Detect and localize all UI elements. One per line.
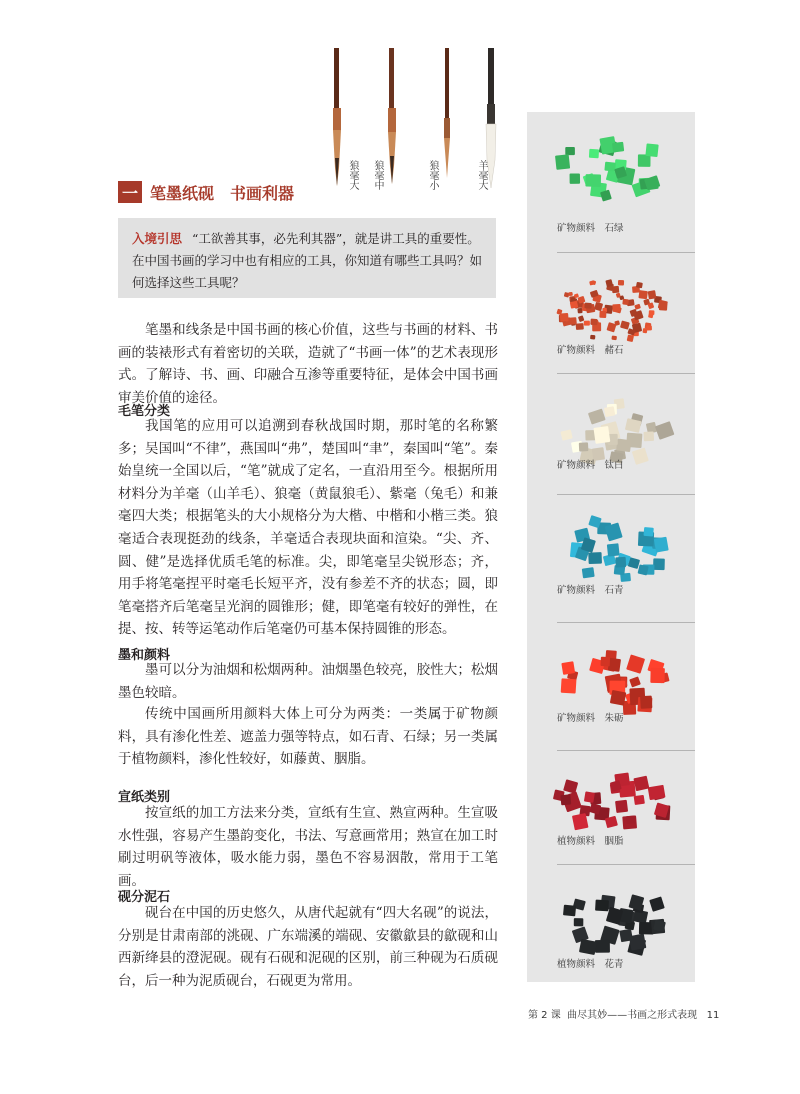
wolf-hair-brush-medium-image [385, 48, 399, 188]
pigment-image-zhuli [541, 640, 691, 720]
pigment-chunk [595, 940, 610, 953]
pigment-divider [557, 864, 695, 865]
pigment-chunk [579, 939, 597, 955]
wolf-hair-brush-small-image [440, 48, 454, 188]
pigment-chunk [645, 143, 658, 157]
pigment-divider [557, 622, 695, 623]
pigment-label: 矿物颜料 朱砺 [557, 713, 624, 724]
pigment-divider [557, 373, 695, 374]
pigment-chunk [590, 335, 595, 340]
body-paragraph-intro: 笔墨和线条是中国书画的核心价值，这些与书画的材料、书画的装裱形式有着密切的关联，造就了“书画一体”的艺术表现形式。了解诗、书、画、印融合互渗等重要特征，是体会中国书画审美价值的途径。 [118, 322, 498, 406]
pigment-chunk [578, 315, 585, 322]
pigment-chunk [643, 431, 654, 441]
pigment-chunk [599, 311, 606, 318]
pigment-chunk [582, 567, 595, 578]
pigment-chunk [588, 552, 602, 564]
pigment-chunk [572, 813, 589, 830]
pigment-chunk [590, 319, 597, 326]
pigment-chunk [604, 162, 616, 172]
pigment-chunk [568, 292, 573, 296]
pigment-chunk [654, 537, 669, 553]
pigment-chunk [640, 696, 652, 709]
brush-label: 羊毫大 [476, 160, 487, 190]
section-number: 一 [118, 181, 142, 203]
pigment-image-shilv [541, 130, 691, 210]
pigment-chunk [563, 779, 578, 794]
body-paragraph-inkstone: 砚台在中国的历史悠久，从唐代起就有“四大名砚”的说法，分别是甘肃南部的洮砚、广东端溪的端砚、安徽歙县的歙砚和山西新绛县的澄泥砚。砚有石砚和泥砚的区别，前三种砚为石质砚台，后一种为泥质砚台，石砚更为常用。 [118, 905, 498, 989]
page-footer: 第 2 课 曲尽其妙——书画之形式表现 11 [528, 1010, 720, 1021]
pigment-chunk [560, 313, 569, 322]
body-paragraph-paper: 按宣纸的加工方法来分类，宣纸有生宣、熟宣两种。生宣吸水性强，容易产生墨韵变化，书法、写意画常用；熟宣在加工时刷过明矾等液体，吸水能力弱，墨色不容易洇散，常用于工笔画。 [118, 805, 498, 889]
pigment-chunk [610, 690, 626, 706]
pigment-chunk [588, 409, 606, 425]
pigment-chunk [584, 791, 595, 803]
pigment-chunk [565, 147, 575, 155]
pigment-chunk [568, 317, 577, 325]
pigment-label: 矿物颜料 赭石 [557, 345, 624, 356]
pigment-chunk [618, 280, 624, 285]
pigment-image-huaqing [541, 882, 691, 962]
heading-ink: 墨和颜料 [118, 648, 171, 663]
pigment-chunk [626, 815, 636, 824]
pigment-label: 矿物颜料 石绿 [557, 223, 624, 234]
pigment-chunk [574, 918, 584, 926]
pigment-chunk [584, 321, 590, 326]
pigment-chunk [600, 657, 610, 667]
body-paragraph-ink-2: 传统中国画所用颜料大体上可分为两类：一类属于矿物颜料，具有渗化性差、遮盖力强等特点，如石青、石绿；另一类属于植物颜料，渗化性较好，如藤黄、胭脂。 [118, 706, 498, 768]
intro-lead: 入境引思 [132, 231, 183, 246]
pigment-chunk [577, 308, 582, 314]
heading-brush: 毛笔分类 [118, 404, 171, 419]
pigment-chunk [636, 282, 643, 288]
pigment-chunk [570, 173, 581, 183]
pigment-chunk [579, 442, 589, 451]
pigment-chunk [620, 320, 630, 329]
pigment-chunk [563, 905, 576, 917]
pigment-chunk [584, 303, 591, 309]
pigment-chunk [655, 421, 675, 440]
pigment-chunk [653, 558, 665, 570]
pigment-chunk [555, 154, 570, 170]
pigment-panel [527, 112, 695, 982]
pigment-label: 植物颜料 胭脂 [557, 836, 624, 847]
pigment-chunk [612, 142, 624, 153]
pigment-chunk [585, 174, 601, 187]
pigment-label: 矿物颜料 石青 [557, 585, 624, 596]
pigment-chunk [607, 543, 620, 556]
pigment-chunk [561, 678, 577, 693]
pigment-chunk [589, 149, 599, 158]
pigment-chunk [638, 290, 648, 299]
pigment-chunk [576, 323, 584, 330]
pigment-image-shiqing [541, 510, 691, 590]
pigment-chunk [648, 290, 657, 299]
brush-label: 狼毫小 [427, 160, 438, 190]
pigment-chunk [560, 794, 571, 805]
pigment-chunk [616, 439, 631, 453]
pigment-chunk [595, 900, 609, 912]
brush-label: 狼毫大 [347, 160, 358, 190]
pigment-divider [557, 494, 695, 495]
section-title-text: 笔墨纸砚 书画利器 [150, 183, 295, 203]
pigment-chunk [594, 302, 603, 311]
pigment-chunk [643, 527, 653, 537]
body-paragraph-brush: 我国笔的应用可以追溯到春秋战国时期，那时笔的名称繁多；吴国叫“不律”，燕国叫“弗”，楚国叫“聿”，秦国叫“笔”。秦始皇统一全国以后，“笔”就成了定名，一直沿用至今。根据所用材料分为羊毫（山羊毛）、狼毫（黄鼠狼毛）、紫毫（兔毛）和兼毫四大类；根据笔头的大小规格分为大楷、中楷和小楷三类。狼毫适合表现挺劲的线条，羊毫适合表现块面和渲染。“尖、齐、圆、健”是选择优质毛笔的标准。尖，即笔毫呈尖锐形态；齐，用手将笔毫捏平时毫毛长短平齐，没有参差不齐的状态；圆，即笔毫搭齐后笔毫呈光润的圆锥形；健，即笔毫有较好的弹性，在提、按、转等运笔动作后笔毫仍可基本保持圆锥的形态。 [118, 418, 498, 638]
pigment-chunk [619, 929, 633, 942]
pigment-chunk [634, 795, 645, 805]
pigment-chunk [626, 654, 645, 673]
pigment-chunk [648, 785, 666, 800]
pigment-chunk [615, 557, 626, 568]
pigment-chunk [650, 668, 665, 683]
pigment-chunk [646, 325, 652, 330]
pigment-divider [557, 750, 695, 751]
pigment-chunk [638, 154, 651, 166]
pigment-chunk [633, 776, 649, 792]
pigment-chunk [612, 304, 621, 312]
pigment-chunk [649, 310, 655, 315]
pigment-image-zheshi [541, 270, 691, 350]
pigment-chunk [611, 336, 617, 341]
pigment-label: 植物颜料 花青 [557, 959, 624, 970]
pigment-chunk [615, 800, 628, 813]
section-title [118, 180, 294, 204]
pigment-chunk [560, 429, 572, 440]
pigment-chunk [622, 299, 629, 305]
pigment-chunk [632, 448, 649, 465]
pigment-chunk [593, 426, 610, 444]
pigment-divider [557, 252, 695, 253]
pigment-label: 矿物颜料 钛白 [557, 460, 624, 471]
heading-inkstone: 砚分泥石 [118, 890, 171, 905]
wolf-hair-brush-large-image [330, 48, 344, 188]
pigment-image-yanzhi [541, 760, 691, 840]
pigment-chunk [634, 304, 641, 310]
body-paragraph-ink-1: 墨可以分为油烟和松烟两种。油烟墨色较亮，胶性大；松烟墨色较暗。 [118, 662, 498, 701]
heading-paper: 宣纸类别 [118, 790, 171, 805]
pigment-chunk [561, 661, 575, 675]
intro-text: “工欲善其事，必先利其器”，就是讲工具的重要性。在中国书画的学习中也有相应的工具，你知道有哪些工具吗？如何选择这些工具呢？ [132, 231, 483, 290]
pigment-chunk [604, 406, 615, 417]
pigment-chunk [629, 676, 641, 687]
brush-label: 狼毫中 [372, 160, 383, 190]
pigment-chunk [649, 896, 665, 911]
intro-box [118, 218, 496, 298]
